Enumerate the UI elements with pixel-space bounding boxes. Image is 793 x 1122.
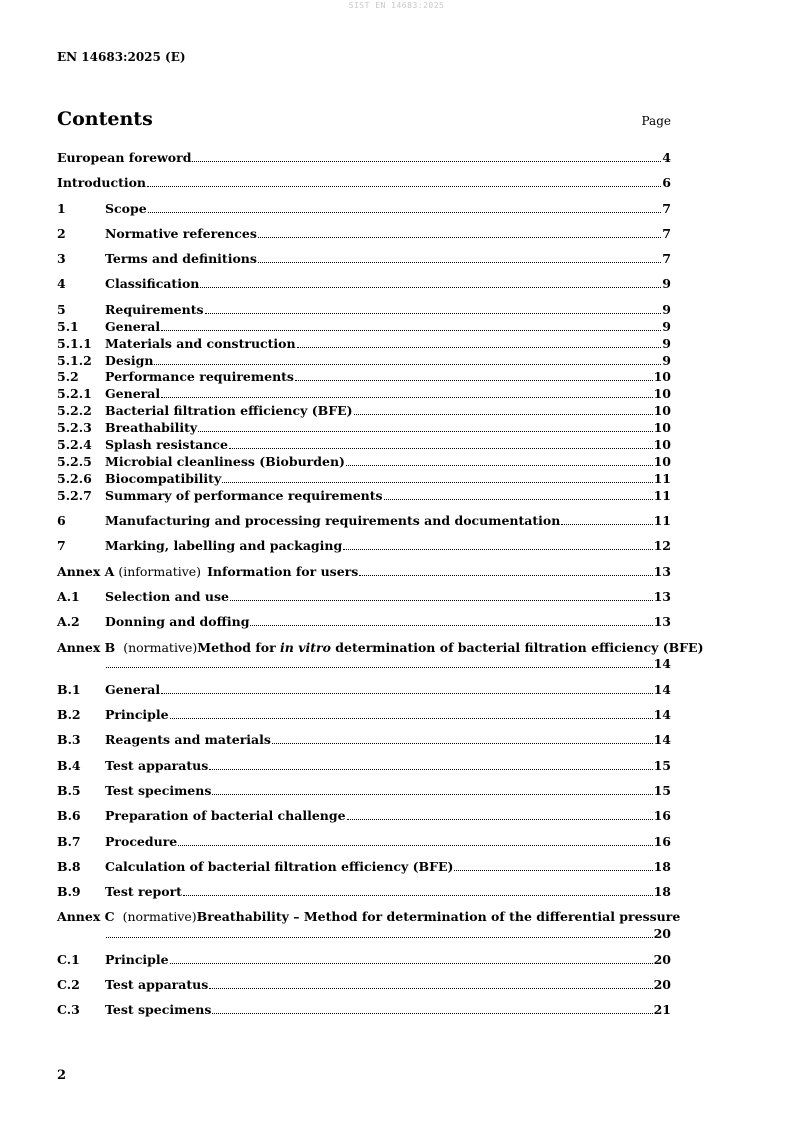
toc-entry-number: 5.1.1 xyxy=(57,335,92,351)
toc-entry-number: 5.2.2 xyxy=(57,403,92,419)
toc-entry-title: General xyxy=(105,386,161,402)
toc-entry-title: Breathability – Method for determination of the differential pressure xyxy=(196,909,681,925)
toc-entry-title: Breathability xyxy=(105,420,198,436)
toc-entry-5-2-5[interactable] xyxy=(57,454,671,471)
dot-leader xyxy=(161,397,652,398)
toc-entry-page: 14 xyxy=(653,707,671,723)
toc-entry-title: Scope xyxy=(105,200,147,216)
footer-page-number: 2 xyxy=(57,1068,67,1083)
toc-entry-title: Biocompatibility xyxy=(105,470,222,486)
toc-entry-number: C.3 xyxy=(57,1002,80,1018)
toc-entry-3[interactable] xyxy=(57,251,671,268)
toc-entry-title: Bacterial filtration efficiency (BFE) xyxy=(105,403,353,419)
toc-entry-page: 6 xyxy=(662,175,671,191)
toc-entry-number: 5.2.1 xyxy=(57,386,92,402)
toc-entry-5-1[interactable] xyxy=(57,319,671,336)
dot-leader xyxy=(192,161,661,162)
dot-leader xyxy=(170,963,653,964)
toc-entry-title: Design xyxy=(105,352,154,368)
toc-entry-title: Introduction xyxy=(57,175,147,191)
toc-entry-a-2[interactable] xyxy=(57,614,671,631)
toc-entry-5-2-7[interactable] xyxy=(57,488,671,505)
toc-entry-annex-a[interactable] xyxy=(57,564,671,581)
toc-entry-page: 9 xyxy=(662,276,671,292)
toc-entry-title: Splash resistance xyxy=(105,437,228,453)
toc-entry-title: Procedure xyxy=(105,833,178,849)
toc-entry-title: European foreword xyxy=(57,150,192,165)
toc-entry-page: 16 xyxy=(653,808,671,824)
toc-entry-b-3[interactable] xyxy=(57,732,671,749)
toc-entry-page: 15 xyxy=(653,757,671,773)
contents-heading xyxy=(57,108,671,130)
toc-entry-page: 10 xyxy=(653,437,671,453)
toc-entry-number: 5.2.5 xyxy=(57,453,92,469)
annex-b-page-line xyxy=(57,656,671,673)
toc-entry-page: 14 xyxy=(653,681,671,697)
toc-entry-page: 9 xyxy=(662,318,671,334)
toc-entry-b-6[interactable] xyxy=(57,808,671,825)
toc-entry-b-2[interactable] xyxy=(57,707,671,724)
toc-entry-title: Classification xyxy=(105,276,200,292)
toc-entry-page: 13 xyxy=(653,563,671,579)
dot-leader xyxy=(354,414,653,415)
toc-entry-page: 12 xyxy=(653,538,671,554)
dot-leader xyxy=(359,575,652,576)
toc-entry-title: Requirements xyxy=(105,301,204,317)
toc-entry-page: 9 xyxy=(662,301,671,317)
toc-entry-number: B.4 xyxy=(57,757,81,773)
toc-entry-page: 10 xyxy=(653,453,671,469)
toc-entry-title: Normative references xyxy=(105,225,257,241)
toc-entry-title: Principle xyxy=(105,951,169,967)
toc-entry-title: Donning and doffing xyxy=(105,614,250,630)
toc-entry-page: 15 xyxy=(653,782,671,798)
annex-label: Annex A xyxy=(57,563,115,579)
toc-entry-title: Preparation of bacterial challenge xyxy=(105,808,346,824)
annex-b-title-line xyxy=(57,639,704,657)
toc-entry-title: Reagents and materials xyxy=(105,732,271,748)
dot-leader xyxy=(250,625,652,626)
toc-entry-number: 7 xyxy=(57,538,66,554)
annex-type: (informative) xyxy=(118,563,202,579)
toc-entry-page: 14 xyxy=(653,656,671,672)
toc-entry-number: A.1 xyxy=(57,588,80,604)
toc-entry-b-7[interactable] xyxy=(57,834,671,851)
toc-entry-page: 9 xyxy=(662,352,671,368)
dot-leader xyxy=(106,667,653,668)
toc-entry-b-5[interactable] xyxy=(57,783,671,800)
toc-entry-page: 18 xyxy=(653,858,671,874)
dot-leader xyxy=(209,769,652,770)
toc-entry-number: B.1 xyxy=(57,681,81,697)
toc-entry-5-2-2[interactable] xyxy=(57,403,671,420)
toc-entry-number: C.1 xyxy=(57,951,80,967)
toc-entry-number: B.9 xyxy=(57,884,81,900)
toc-entry-number: B.8 xyxy=(57,858,81,874)
toc-entry-page: 13 xyxy=(653,614,671,630)
toc-entry-page: 20 xyxy=(653,951,671,967)
toc-entry-page: 11 xyxy=(653,487,671,503)
dot-leader xyxy=(170,718,653,719)
toc-entry-title: Information for users xyxy=(207,563,359,579)
toc-entry-b-8[interactable] xyxy=(57,859,671,876)
toc-entry-page: 7 xyxy=(662,200,671,216)
toc-entry-page: 11 xyxy=(653,470,671,486)
dot-leader xyxy=(183,895,653,896)
toc-entry-7[interactable] xyxy=(57,538,671,555)
toc-entry-page: 10 xyxy=(653,420,671,436)
annex-label: Annex B xyxy=(57,639,116,655)
dot-leader xyxy=(154,364,661,365)
toc-entry-2[interactable] xyxy=(57,226,671,243)
toc-entry-title: Selection and use xyxy=(105,588,229,604)
toc-entry-number: 5.2.4 xyxy=(57,437,92,453)
document-id: EN 14683:2025 (E) xyxy=(57,50,186,64)
dot-leader xyxy=(148,212,662,213)
annex-label: Annex C xyxy=(57,909,115,925)
toc-entry-title: Materials and construction xyxy=(105,335,296,351)
toc-entry-number: 5.2.6 xyxy=(57,470,92,486)
annex-c-title-line xyxy=(57,909,681,926)
toc-entry-5-2-3[interactable] xyxy=(57,420,671,437)
dot-leader xyxy=(346,465,653,466)
toc-entry-annex-b[interactable] xyxy=(57,639,704,674)
toc-entry-number: B.7 xyxy=(57,833,81,849)
dot-leader xyxy=(230,600,653,601)
dot-leader xyxy=(200,287,661,288)
watermark: SIST EN 14683:2025 xyxy=(348,1,445,10)
dot-leader xyxy=(297,347,662,348)
toc-entry-b-9[interactable] xyxy=(57,884,671,901)
toc-entry-title: Test apparatus xyxy=(105,757,209,773)
toc-entry-number: 5.1.2 xyxy=(57,352,92,368)
toc-entry-number: 6 xyxy=(57,513,66,529)
toc-entry-5-2-1[interactable] xyxy=(57,386,671,403)
dot-leader xyxy=(454,870,652,871)
toc-entry-5[interactable] xyxy=(57,302,671,319)
toc-entry-number: 5 xyxy=(57,301,66,317)
page-column-label: Page xyxy=(641,114,671,128)
toc-entry-number: C.2 xyxy=(57,976,80,992)
toc-entry-page: 20 xyxy=(653,926,671,942)
table-of-contents xyxy=(57,150,704,1019)
toc-entry-b-1[interactable] xyxy=(57,682,671,699)
toc-entry-page: 21 xyxy=(653,1002,671,1018)
dot-leader xyxy=(205,313,662,314)
dot-leader xyxy=(258,262,661,263)
dot-leader xyxy=(222,482,652,483)
toc-entry-title: Test specimens xyxy=(105,782,212,798)
dot-leader xyxy=(147,186,661,187)
toc-entry-title: Test apparatus xyxy=(105,976,209,992)
toc-entry-c-3[interactable] xyxy=(57,1002,671,1019)
dot-leader xyxy=(384,499,653,500)
toc-entry-number: 5.1 xyxy=(57,318,79,334)
toc-entry-6[interactable] xyxy=(57,513,671,530)
toc-entry-page: 20 xyxy=(653,976,671,992)
dot-leader xyxy=(212,794,652,795)
toc-entry-c-1[interactable] xyxy=(57,952,671,969)
toc-entry-number: 5.2.7 xyxy=(57,487,92,503)
toc-entry-title: Performance requirements xyxy=(105,369,294,385)
toc-entry-title: Microbial cleanliness (Bioburden) xyxy=(105,453,345,469)
dot-leader xyxy=(106,937,653,938)
toc-entry-title: Test specimens xyxy=(105,1002,212,1018)
annex-c-page-line xyxy=(57,926,671,943)
toc-entry-number: 1 xyxy=(57,200,66,216)
annex-type: (normative) xyxy=(122,909,197,925)
toc-entry-title: Marking, labelling and packaging xyxy=(105,538,343,554)
toc-entry-title: Method for in vitro determination of bacterial filtration efficiency (BFE) xyxy=(197,639,704,655)
toc-entry-title: Principle xyxy=(105,707,169,723)
dot-leader xyxy=(258,237,661,238)
toc-entry-title: General xyxy=(105,681,161,697)
dot-leader xyxy=(212,1013,652,1014)
toc-entry-page: 10 xyxy=(653,369,671,385)
toc-entry-number: 2 xyxy=(57,225,66,241)
toc-entry-number: 4 xyxy=(57,276,66,292)
toc-entry-page: 14 xyxy=(653,732,671,748)
toc-entry-page: 9 xyxy=(662,335,671,351)
toc-entry-title: Calculation of bacterial filtration efficiency (BFE) xyxy=(105,858,454,874)
toc-entry-5-2[interactable] xyxy=(57,369,671,386)
toc-entry-number: B.6 xyxy=(57,808,81,824)
toc-entry-number: B.2 xyxy=(57,707,81,723)
toc-entry-number: 5.2 xyxy=(57,369,79,385)
dot-leader xyxy=(229,448,653,449)
toc-entry-number: A.2 xyxy=(57,614,80,630)
toc-entry-page: 13 xyxy=(653,588,671,604)
dot-leader xyxy=(198,431,652,432)
dot-leader xyxy=(561,524,652,525)
toc-entry-number: 5.2.3 xyxy=(57,420,92,436)
toc-entry-page: 10 xyxy=(653,386,671,402)
dot-leader xyxy=(347,819,653,820)
toc-entry-number: B.5 xyxy=(57,782,81,798)
annex-type: (normative) xyxy=(123,639,198,655)
toc-entry-introduction[interactable] xyxy=(57,175,671,192)
toc-entry-page: 7 xyxy=(662,251,671,267)
toc-entry-title: Terms and definitions xyxy=(105,251,257,267)
dot-leader xyxy=(161,693,652,694)
dot-leader xyxy=(295,380,653,381)
toc-entry-title: Summary of performance requirements xyxy=(105,487,383,503)
toc-entry-5-1-1[interactable] xyxy=(57,336,671,353)
toc-entry-number: B.3 xyxy=(57,732,81,748)
contents-title: Contents xyxy=(57,108,153,130)
toc-entry-4[interactable] xyxy=(57,276,671,293)
toc-entry-5-2-4[interactable] xyxy=(57,437,671,454)
toc-entry-title: General xyxy=(105,318,161,334)
toc-entry-page: 4 xyxy=(662,150,671,165)
toc-entry-b-4[interactable] xyxy=(57,758,671,775)
dot-leader xyxy=(209,988,652,989)
toc-entry-a-1[interactable] xyxy=(57,589,671,606)
toc-entry-page: 7 xyxy=(662,225,671,241)
toc-entry-5-1-2[interactable] xyxy=(57,353,671,370)
dot-leader xyxy=(161,330,661,331)
toc-entry-page: 10 xyxy=(653,403,671,419)
toc-entry-page: 18 xyxy=(653,884,671,900)
dot-leader xyxy=(343,549,652,550)
toc-entry-foreword[interactable] xyxy=(57,150,671,167)
toc-entry-annex-c[interactable] xyxy=(57,909,681,943)
toc-entry-page: 16 xyxy=(653,833,671,849)
toc-entry-number: 3 xyxy=(57,251,66,267)
toc-entry-c-2[interactable] xyxy=(57,977,671,994)
toc-entry-title: Test report xyxy=(105,884,182,900)
toc-entry-5-2-6[interactable] xyxy=(57,471,671,488)
toc-entry-1[interactable] xyxy=(57,201,671,218)
dot-leader xyxy=(178,845,652,846)
dot-leader xyxy=(272,743,653,744)
toc-entry-page: 11 xyxy=(653,513,671,529)
toc-entry-title: Manufacturing and processing requirements and documentation xyxy=(105,513,561,529)
